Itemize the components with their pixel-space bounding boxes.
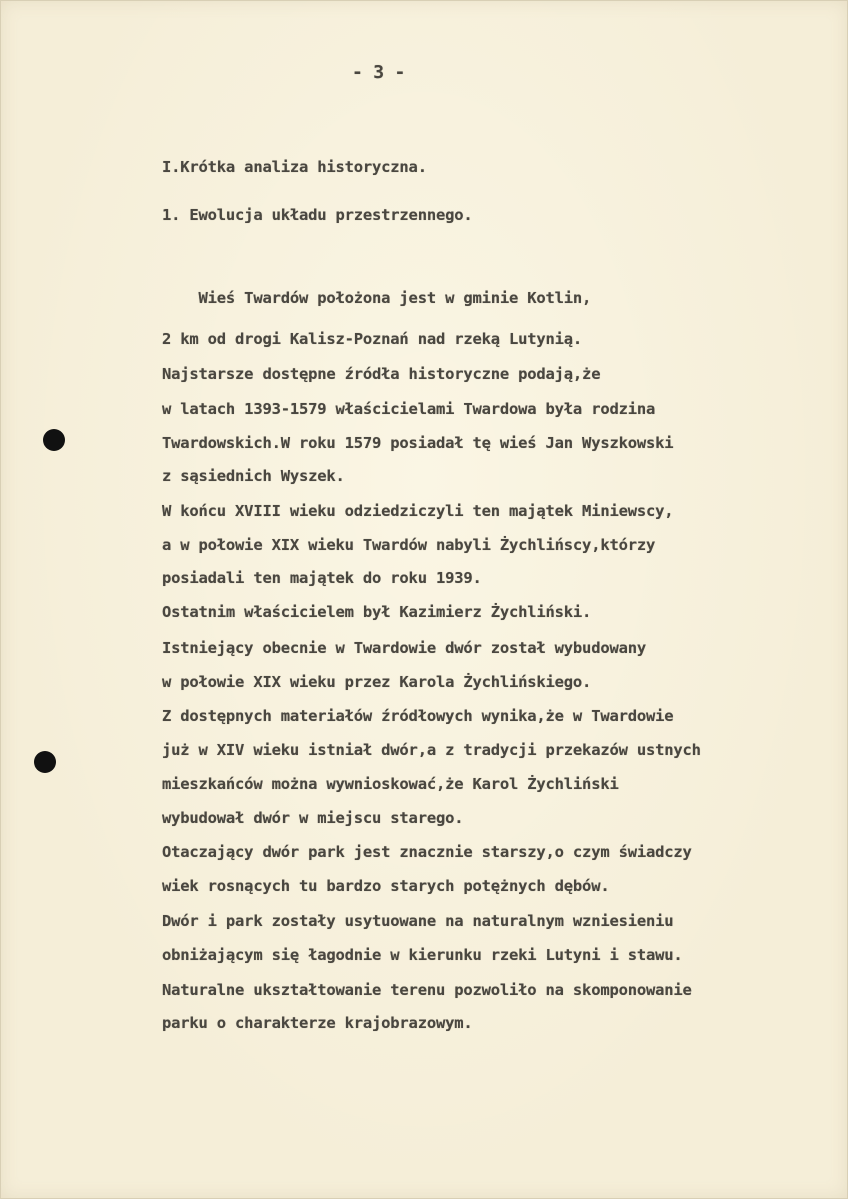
- body-line: W końcu XVIII wieku odziedziczyli ten majątek Miniewscy,: [162, 502, 674, 520]
- body-line: z sąsiednich Wyszek.: [162, 467, 345, 485]
- body-line: Wieś Twardów położona jest w gminie Kotlin,: [162, 289, 592, 307]
- body-line: Dwór i park zostały usytuowane na naturalnym wzniesieniu: [162, 912, 674, 930]
- body-line: w latach 1393-1579 właścicielami Twardowa była rodzina: [162, 400, 656, 418]
- body-line: Najstarsze dostępne źródła historyczne podają,że: [162, 365, 601, 383]
- body-line: Ostatnim właścicielem był Kazimierz Żychliński.: [162, 603, 592, 621]
- body-line: obniżającym się łagodnie w kierunku rzeki Lutyni i stawu.: [162, 946, 683, 964]
- binder-hole: [43, 429, 65, 451]
- body-line: parku o charakterze krajobrazowym.: [162, 1014, 473, 1032]
- body-line: w połowie XIX wieku przez Karola Żychlińskiego.: [162, 673, 592, 691]
- section-heading: I.Krótka analiza historyczna.: [162, 158, 427, 176]
- page-number: - 3 -: [352, 62, 406, 83]
- body-line: a w połowie XIX wieku Twardów nabyli Żychlińscy,którzy: [162, 536, 656, 554]
- body-line: wybudował dwór w miejscu starego.: [162, 809, 464, 827]
- binder-hole: [34, 751, 56, 773]
- body-line: już w XIV wieku istniał dwór,a z tradycji przekazów ustnych: [162, 741, 701, 759]
- subsection-heading: 1. Ewolucja układu przestrzennego.: [162, 206, 473, 224]
- body-line: mieszkańców można wywnioskować,że Karol Żychliński: [162, 775, 619, 793]
- body-line: wiek rosnących tu bardzo starych potężnych dębów.: [162, 877, 610, 895]
- body-line: posiadali ten majątek do roku 1939.: [162, 569, 482, 587]
- body-line: Twardowskich.W roku 1579 posiadał tę wieś Jan Wyszkowski: [162, 434, 674, 452]
- body-line: Otaczający dwór park jest znacznie starszy,o czym świadczy: [162, 843, 692, 861]
- body-line: Naturalne ukształtowanie terenu pozwoliło na skomponowanie: [162, 981, 692, 999]
- body-line: Istniejący obecnie w Twardowie dwór został wybudowany: [162, 639, 646, 657]
- body-line: 2 km od drogi Kalisz-Poznań nad rzeką Lutynią.: [162, 330, 583, 348]
- body-line: Z dostępnych materiałów źródłowych wynika,że w Twardowie: [162, 707, 674, 725]
